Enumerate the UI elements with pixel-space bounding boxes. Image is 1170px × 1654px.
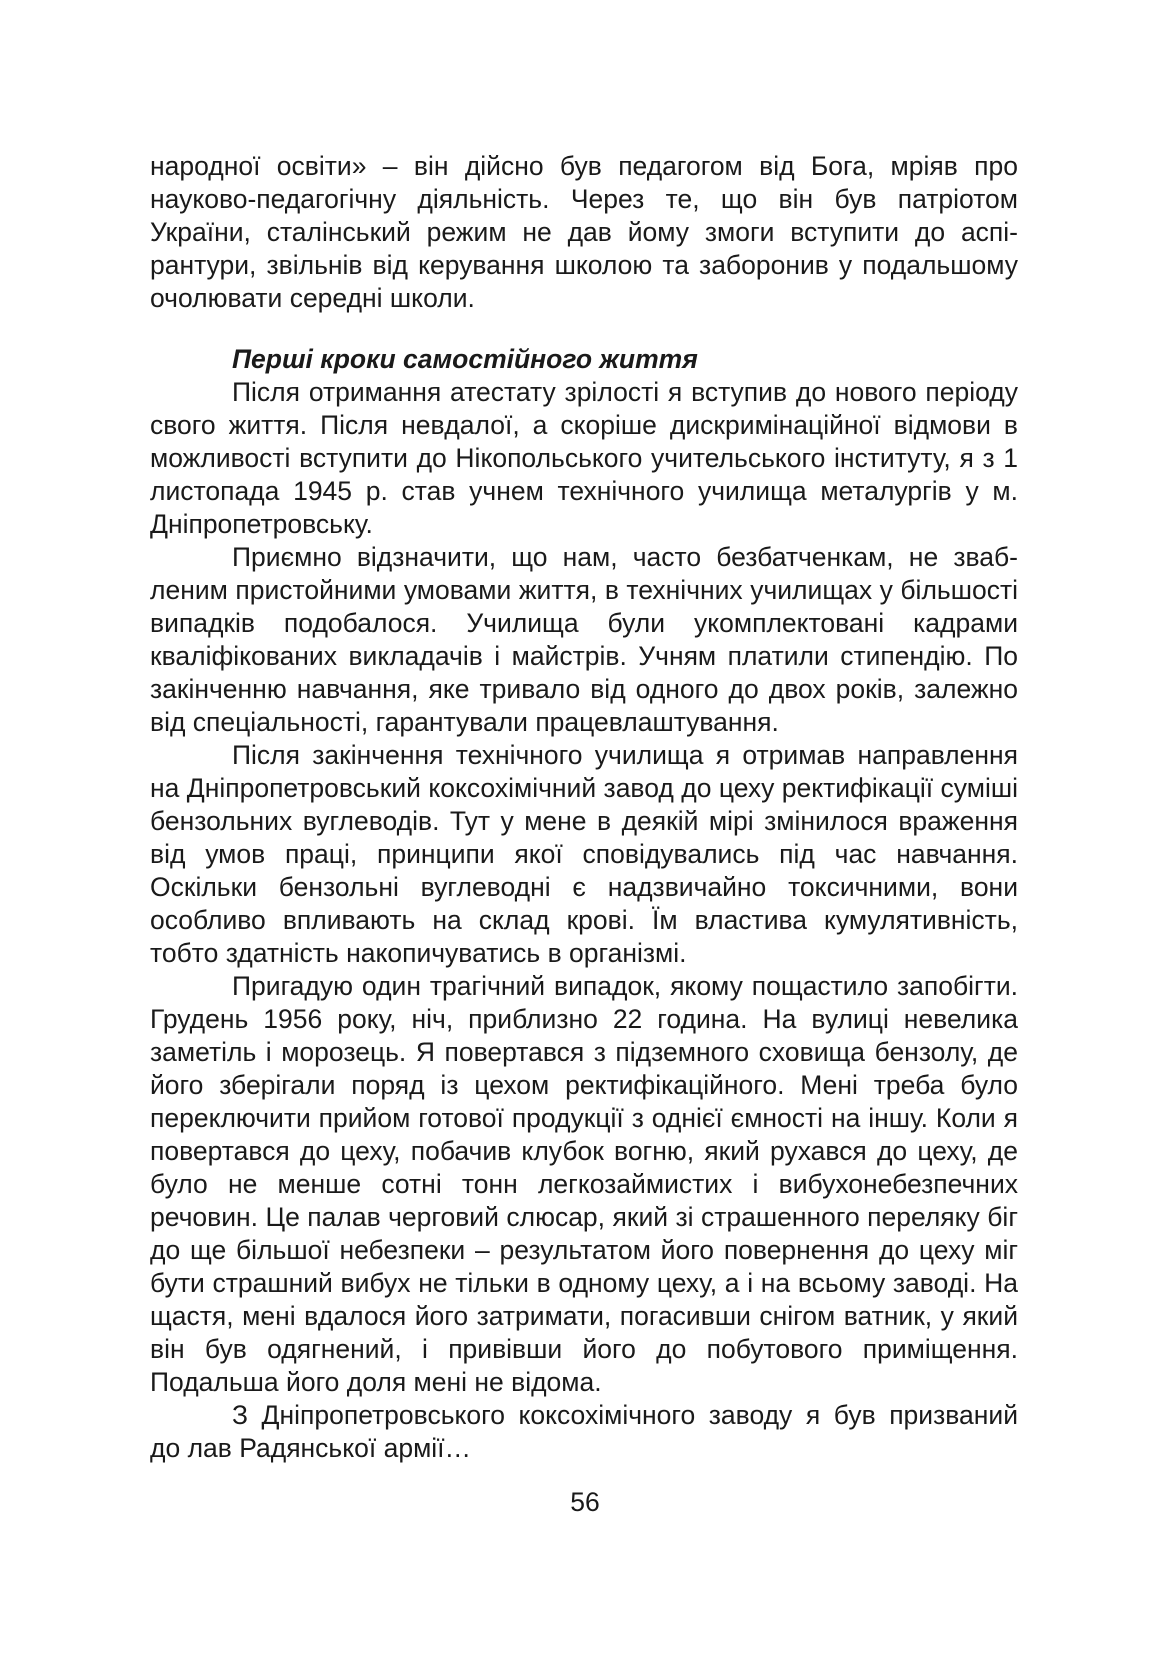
page-body	[150, 150, 1018, 1465]
page-number: 56	[570, 1487, 600, 1517]
paragraph-2: Приємно відзначити, що нам, часто безбатченкам, не звабленим пристойними умовами життя, в технічних училищах у більшості випадків подобалося. Училища були укомплектовані кадрами кваліфікованих викладачів і майстрів. Учням платили стипендію. По закінченню навчання, яке тривало від одного до двох років, залежно від спеціальності, гарантували працевлаштування.	[150, 542, 1018, 737]
paragraph-1: Після отримання атестату зрілості я вступив до нового періоду свого життя. Після невдалої, а скоріше дискримінаційної відмови в можливості вступити до Нікопольського учительського інституту, я з 1 листопада 1945 р. став учнем технічного училища металургів у м. Дніпропетровську.	[150, 377, 1018, 539]
paragraph-5: З Дніпропетровського коксохімічного заводу я був призваний до лав Радянської армії…	[150, 1400, 1018, 1463]
paragraph-3: Після закінчення технічного училища я отримав направлення на Дніпропетровський коксохімічний завод до цеху ректифікації суміші бензольних вуглеводів. Тут у мене в деякій мірі змінилося враження від умов праці, принципи якої сповідувались під час навчання. Оскільки бензольні вуглеводні є надзвичайно токсичними, вони особливо впливають на склад крові. Їм властива кумулятивність, тобто здатність накопичуватись в організмі.	[150, 740, 1018, 968]
paragraph-intro: народної освіти» – він дійсно був педагогом від Бога, мріяв про науково-педагогічну діяльність. Через те, що він був патріотом України, сталінський режим не дав йому змоги вступити до аспірантури, звільнів від керування школою та заборонив у подальшому очолювати середні школи.	[150, 151, 1018, 313]
paragraph-4: Пригадую один трагічний випадок, якому пощастило запобігти. Грудень 1956 року, ніч, приблизно 22 година. На вулиці невелика заметіль і морозець. Я повертався з підземного сховища бензолу, де його зберігали поряд із цехом ректифікаційного. Мені треба було переключити прийом готової продукції з однієї ємності на іншу. Коли я повертався до цеху, побачив клубок вогню, який рухався до цеху, де було не менше сотні тонн легкозаймистих і вибухонебезпечних речовин. Це палав черговий слюсар, який зі страшенного переляку біг до ще більшої небезпеки – результатом його повернення до цеху міг бути страшний вибух не тільки в одному цеху, а і на всьому заводі. На щастя, мені вдалося його затримати, погасивши снігом ватник, у який він був одягнений, і привівши його до побутового приміщення. Подальша його доля мені не відома.	[150, 971, 1018, 1397]
section-heading: Перші кроки самостійного життя	[232, 344, 698, 374]
